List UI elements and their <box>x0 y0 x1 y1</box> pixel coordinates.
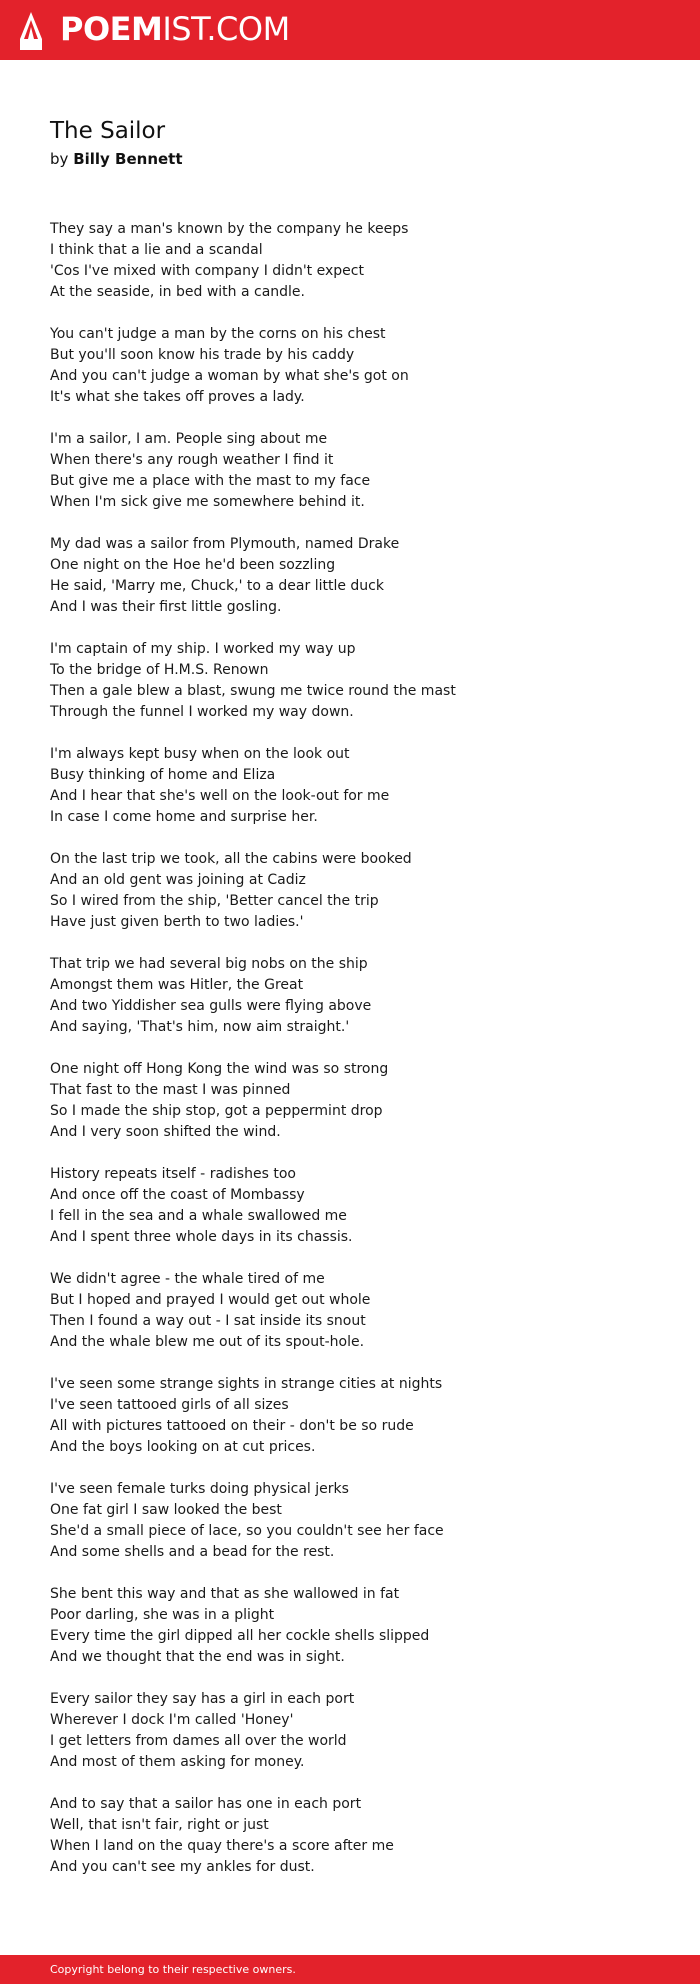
copyright-text: Copyright belong to their respective owners. <box>50 1963 296 1976</box>
poem-stanza <box>50 849 650 933</box>
poem-line: Have just given berth to two ladies.' <box>50 914 304 930</box>
poem-line: At the seaside, in bed with a candle. <box>50 284 305 300</box>
poem-line: When there's any rough weather I find it <box>50 452 334 468</box>
poem-stanza <box>50 1689 650 1773</box>
poem-line: And an old gent was joining at Cadiz <box>50 872 306 888</box>
poem-line: And two Yiddisher sea gulls were flying above <box>50 998 372 1014</box>
poem-stanza <box>50 639 650 723</box>
poem-line: And some shells and a bead for the rest. <box>50 1544 335 1560</box>
poem-stanza <box>50 1479 650 1563</box>
poem-stanza <box>50 534 650 618</box>
poem-line: One night off Hong Kong the wind was so strong <box>50 1061 389 1077</box>
poem-line: It's what she takes off proves a lady. <box>50 389 305 405</box>
poem-line: On the last trip we took, all the cabins were booked <box>50 851 412 867</box>
site-footer <box>0 1955 700 1984</box>
poem-line: 'Cos I've mixed with company I didn't expect <box>50 263 364 279</box>
poem-line: And once off the coast of Mombassy <box>50 1187 305 1203</box>
poem-line: And saying, 'That's him, now aim straight.' <box>50 1019 350 1035</box>
poem-stanza <box>50 429 650 513</box>
poem-line: I'm a sailor, I am. People sing about me <box>50 431 328 447</box>
poem-line: When I'm sick give me somewhere behind it. <box>50 494 365 510</box>
poem-line: And the whale blew me out of its spout-hole. <box>50 1334 365 1350</box>
poem-line: Well, that isn't fair, right or just <box>50 1817 269 1833</box>
poem-line: Every time the girl dipped all her cockle shells slipped <box>50 1628 430 1644</box>
poem-line: I fell in the sea and a whale swallowed me <box>50 1208 347 1224</box>
poem-line: Amongst them was Hitler, the Great <box>50 977 304 993</box>
poem-line: History repeats itself - radishes too <box>50 1166 296 1182</box>
poem-line: My dad was a sailor from Plymouth, named Drake <box>50 536 400 552</box>
poem-line: Wherever I dock I'm called 'Honey' <box>50 1712 294 1728</box>
site-logo-text[interactable] <box>60 9 290 49</box>
poem-line: And I was their first little gosling. <box>50 599 282 615</box>
poem-line: And I very soon shifted the wind. <box>50 1124 281 1140</box>
poem-line: And the boys looking on at cut prices. <box>50 1439 316 1455</box>
poem-line: To the bridge of H.M.S. Renown <box>50 662 269 678</box>
poem-line: And to say that a sailor has one in each port <box>50 1796 362 1812</box>
author-name[interactable]: Billy Bennett <box>73 150 183 168</box>
poem-line: All with pictures tattooed on their - don't be so rude <box>50 1418 414 1434</box>
poem-line: I'm always kept busy when on the look out <box>50 746 350 762</box>
poem-line: But I hoped and prayed I would get out whole <box>50 1292 371 1308</box>
poem-line: He said, 'Marry me, Chuck,' to a dear little duck <box>50 578 384 594</box>
poem-line: We didn't agree - the whale tired of me <box>50 1271 325 1287</box>
poem-stanza <box>50 219 650 303</box>
by-label: by <box>50 150 69 168</box>
poem-stanza <box>50 1794 650 1878</box>
poem-line: And you can't see my ankles for dust. <box>50 1859 315 1875</box>
poem-line: I'm captain of my ship. I worked my way up <box>50 641 356 657</box>
poem-line: Through the funnel I worked my way down. <box>50 704 354 720</box>
poem-stanza <box>50 1584 650 1668</box>
brand-light: IST.COM <box>162 10 290 48</box>
poem-line: When I land on the quay there's a score after me <box>50 1838 394 1854</box>
poem-line: One night on the Hoe he'd been sozzling <box>50 557 336 573</box>
poem-line: Then a gale blew a blast, swung me twice round the mast <box>50 683 456 699</box>
poem-line: So I made the ship stop, got a peppermint drop <box>50 1103 383 1119</box>
poem-line: Every sailor they say has a girl in each port <box>50 1691 355 1707</box>
poem-line: I've seen some strange sights in strange cities at nights <box>50 1376 443 1392</box>
poem-line: So I wired from the ship, 'Better cancel the trip <box>50 893 379 909</box>
brand-bold: POEM <box>60 10 163 48</box>
poem-stanza <box>50 1059 650 1143</box>
poem-line: Then I found a way out - I sat inside its snout <box>50 1313 366 1329</box>
poem-stanza <box>50 1269 650 1353</box>
poem-line: And I spent three whole days in its chassis. <box>50 1229 353 1245</box>
poem-line: And most of them asking for money. <box>50 1754 305 1770</box>
poem-body <box>50 219 650 1899</box>
poem-stanza <box>50 1374 650 1458</box>
poem-line: And I hear that she's well on the look-out for me <box>50 788 390 804</box>
poem-line: And you can't judge a woman by what she's got on <box>50 368 409 384</box>
poem-line: I've seen tattooed girls of all sizes <box>50 1397 289 1413</box>
poem-line: She bent this way and that as she wallowed in fat <box>50 1586 400 1602</box>
poem-line: But give me a place with the mast to my face <box>50 473 371 489</box>
poem-stanza <box>50 954 650 1038</box>
poem-stanza <box>50 324 650 408</box>
poem-line: I've seen female turks doing physical jerks <box>50 1481 349 1497</box>
poem-line: I think that a lie and a scandal <box>50 242 263 258</box>
poem-line: But you'll soon know his trade by his caddy <box>50 347 355 363</box>
byline <box>50 148 183 170</box>
poem-line: You can't judge a man by the corns on his chest <box>50 326 386 342</box>
poem-title: The Sailor <box>50 118 166 144</box>
poem-line: And we thought that the end was in sight. <box>50 1649 345 1665</box>
poem-line: She'd a small piece of lace, so you couldn't see her face <box>50 1523 444 1539</box>
poem-line: I get letters from dames all over the world <box>50 1733 347 1749</box>
site-header <box>0 0 700 60</box>
poem-stanza <box>50 744 650 828</box>
poem-stanza <box>50 1164 650 1248</box>
poem-line: Poor darling, she was in a plight <box>50 1607 275 1623</box>
poem-line: Busy thinking of home and Eliza <box>50 767 276 783</box>
poem-line: That fast to the mast I was pinned <box>50 1082 291 1098</box>
poem-line: They say a man's known by the company he keeps <box>50 221 409 237</box>
pen-nib-icon[interactable] <box>17 11 45 51</box>
poem-line: That trip we had several big nobs on the ship <box>50 956 368 972</box>
poem-line: One fat girl I saw looked the best <box>50 1502 282 1518</box>
poem-line: In case I come home and surprise her. <box>50 809 318 825</box>
